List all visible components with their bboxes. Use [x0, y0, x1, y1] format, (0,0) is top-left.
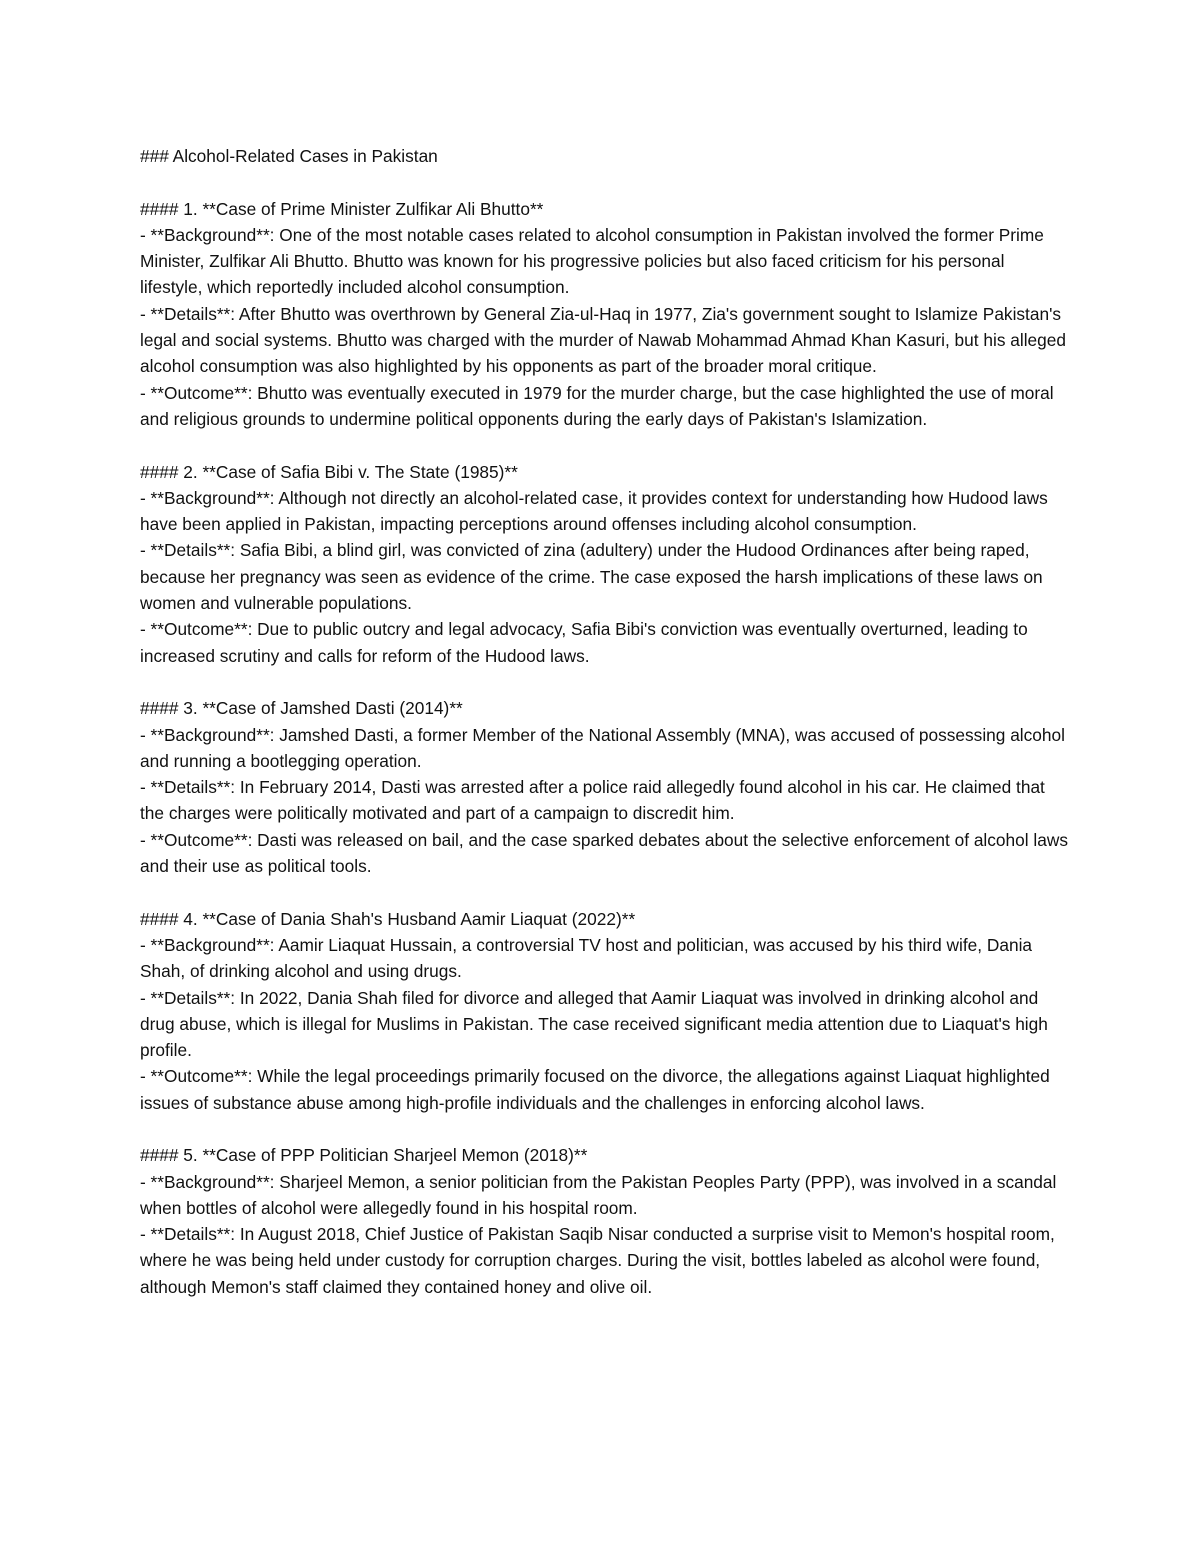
- case-background: - **Background**: Jamshed Dasti, a former Member of the National Assembly (MNA), was accused of possessing alcohol and running a bootlegging operation.: [140, 724, 1065, 771]
- case-section-1: [140, 196, 1070, 433]
- case-details: - **Details**: In 2022, Dania Shah filed for divorce and alleged that Aamir Liaquat was involved in drinking alcohol and drug abuse, which is illegal for Muslims in Pakistan. The case received significant media attention due to Liaquat's high profile.: [140, 987, 1048, 1061]
- case-section-4: [140, 906, 1070, 1116]
- case-background: - **Background**: Although not directly an alcohol-related case, it provides context for understanding how Hudood laws have been applied in Pakistan, impacting perceptions around offenses including alcohol consumption.: [140, 487, 1048, 535]
- case-heading: #### 2. **Case of Safia Bibi v. The State (1985)**: [140, 461, 518, 482]
- case-details: - **Details**: Safia Bibi, a blind girl, was convicted of zina (adultery) under the Hudood Ordinances after being raped, because her pregnancy was seen as evidence of the crime. The case exposed the harsh implications of these laws on women and vulnerable populations.: [140, 540, 1043, 614]
- document-page: [140, 143, 1070, 1326]
- case-outcome: - **Outcome**: Due to public outcry and legal advocacy, Safia Bibi's conviction was eventually overturned, leading to increased scrutiny and calls for reform of the Hudood laws.: [140, 619, 1028, 666]
- case-heading: #### 1. **Case of Prime Minister Zulfikar Ali Bhutto**: [140, 198, 544, 219]
- case-details: - **Details**: In August 2018, Chief Justice of Pakistan Saqib Nisar conducted a surprise visit to Memon's hospital room, where he was being held under custody for corruption charges. During the visit, bottles labeled as alcohol were found, although Memon's staff claimed they contained honey and olive oil.: [140, 1224, 1055, 1297]
- document-title: ### Alcohol-Related Cases in Pakistan: [140, 146, 438, 166]
- case-heading: #### 5. **Case of PPP Politician Sharjeel Memon (2018)**: [140, 1145, 588, 1166]
- case-details: - **Details**: In February 2014, Dasti was arrested after a police raid allegedly found alcohol in his car. He claimed that the charges were politically motivated and part of a campaign to discredit him.: [140, 777, 1045, 824]
- case-background: - **Background**: One of the most notable cases related to alcohol consumption in Pakistan involved the former Prime Minister, Zulfikar Ali Bhutto. Bhutto was known for his progressive policies but also faced criticism for his personal lifestyle, which reportedly included alcohol consumption.: [140, 224, 1044, 298]
- case-section-5: [140, 1142, 1070, 1300]
- case-outcome: - **Outcome**: Bhutto was eventually executed in 1979 for the murder charge, but the case highlighted the use of moral and religious grounds to undermine political opponents during the early days of Pakistan's Islamization.: [140, 382, 1054, 429]
- case-section-2: [140, 459, 1070, 669]
- case-outcome: - **Outcome**: Dasti was released on bail, and the case sparked debates about the selective enforcement of alcohol laws and their use as political tools.: [140, 829, 1068, 877]
- case-background: - **Background**: Sharjeel Memon, a senior politician from the Pakistan Peoples Party (PPP), was involved in a scandal when bottles of alcohol were allegedly found in his hospital room.: [140, 1171, 1057, 1218]
- case-heading: #### 4. **Case of Dania Shah's Husband Aamir Liaquat (2022)**: [140, 908, 636, 929]
- case-outcome: - **Outcome**: While the legal proceedings primarily focused on the divorce, the allegations against Liaquat highlighted issues of substance abuse among high-profile individuals and the challenges in enforcing alcohol laws.: [140, 1066, 1050, 1113]
- case-background: - **Background**: Aamir Liaquat Hussain, a controversial TV host and politician, was accused by his third wife, Dania Shah, of drinking alcohol and using drugs.: [140, 934, 1033, 982]
- case-heading: #### 3. **Case of Jamshed Dasti (2014)**: [140, 698, 463, 719]
- case-section-3: [140, 695, 1070, 879]
- case-details: - **Details**: After Bhutto was overthrown by General Zia-ul-Haq in 1977, Zia's government sought to Islamize Pakistan's legal and social systems. Bhutto was charged with the murder of Nawab Mohammad Ahmad Khan Kasuri, but his alleged alcohol consumption was also highlighted by his opponents as part of the broader moral critique.: [140, 303, 1066, 377]
